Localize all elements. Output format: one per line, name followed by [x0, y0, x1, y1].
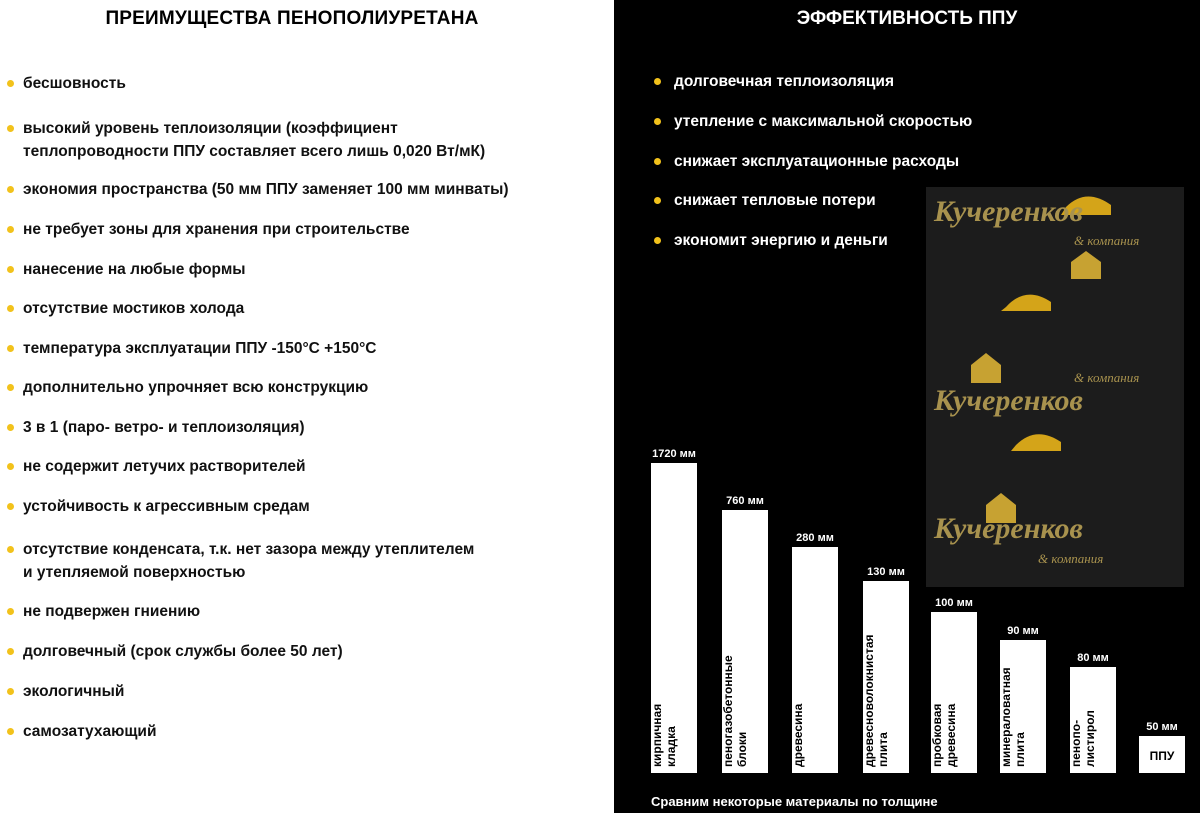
advantage-text: самозатухающий	[23, 723, 157, 740]
advantage-text: 3 в 1 (паро- ветро- и теплоизоляция)	[23, 419, 305, 436]
efficiency-text: снижает эксплуатационные расходы	[674, 153, 960, 170]
logo-name-1: Кучеренков	[934, 195, 1083, 228]
efficiency-text: снижает тепловые потери	[674, 192, 876, 209]
bar-value-label: 90 мм	[1007, 625, 1039, 637]
advantage-text: бесшовность	[23, 75, 126, 92]
bar-value-label: 80 мм	[1077, 652, 1109, 664]
advantage-text: долговечный (срок службы более 50 лет)	[23, 643, 343, 660]
advantage-text: отсутствие мостиков холода	[23, 300, 245, 317]
advantage-text: не подвержен гниению	[23, 603, 201, 620]
advantage-text: не требует зоны для хранения при строительстве	[23, 221, 410, 238]
chart-title: Сравним некоторые материалы по толщине	[651, 794, 938, 809]
logo-sub-3: & компания	[1038, 551, 1104, 566]
logo-name-2: Кучеренков	[934, 384, 1083, 417]
bar-category-label: пробковаядревесина	[930, 703, 958, 767]
efficiency-text: утепление с максимальной скоростью	[674, 113, 973, 130]
bar-value-label: 760 мм	[726, 495, 764, 507]
advantage-text: высокий уровень теплоизоляции (коэффициент теплопроводности ППУ составляет всего лишь 0,020 Вт/мК)	[23, 120, 486, 160]
bar-category-label: кирпичнаякладка	[650, 703, 678, 767]
efficiency-text: экономит энергию и деньги	[674, 232, 888, 249]
advantage-text: экологичный	[23, 683, 125, 700]
advantage-text: нанесение на любые формы	[23, 261, 246, 278]
bar-category-label: пеногазобетонныеблоки	[721, 655, 749, 767]
efficiency-text: долговечная теплоизоляция	[674, 73, 894, 90]
bar-category-label: древесина	[791, 703, 805, 767]
advantages-title: ПРЕИМУЩЕСТВА ПЕНОПОЛИУРЕТАНА	[105, 8, 479, 29]
advantage-text: отсутствие конденсата, т.к. нет зазора между утеплителем и утепляемой поверхностью	[23, 541, 475, 581]
logo-name-3: Кучеренков	[934, 512, 1083, 545]
bar-value-label: 280 мм	[796, 532, 834, 544]
advantage-text: дополнительно упрочняет всю конструкцию	[23, 379, 369, 396]
logo-sub-2: & компания	[1074, 370, 1140, 385]
bar-value-label: 100 мм	[935, 597, 973, 609]
bar-category-label: пенопо-листирол	[1069, 710, 1097, 767]
bar-category-label: древесноволокнистаяплита	[862, 634, 890, 767]
advantage-text: температура эксплуатации ППУ -150°С +150°С	[23, 340, 377, 357]
efficiency-title: ЭФФЕКТИВНОСТЬ ППУ	[796, 8, 1018, 29]
bar-value-label: 130 мм	[867, 566, 905, 578]
advantage-text: не содержит летучих растворителей	[23, 458, 306, 475]
bar-category-label: ППУ	[1149, 749, 1175, 763]
advantage-text: устойчивость к агрессивным средам	[23, 498, 310, 515]
bar-value-label: 50 мм	[1146, 721, 1178, 733]
bar-value-label: 1720 мм	[652, 448, 696, 460]
bar-category-label: минераловатнаяплита	[999, 667, 1027, 767]
advantage-text: экономия пространства (50 мм ППУ заменяет 100 мм минваты)	[23, 181, 509, 198]
logo-sub-1: & компания	[1074, 233, 1140, 248]
